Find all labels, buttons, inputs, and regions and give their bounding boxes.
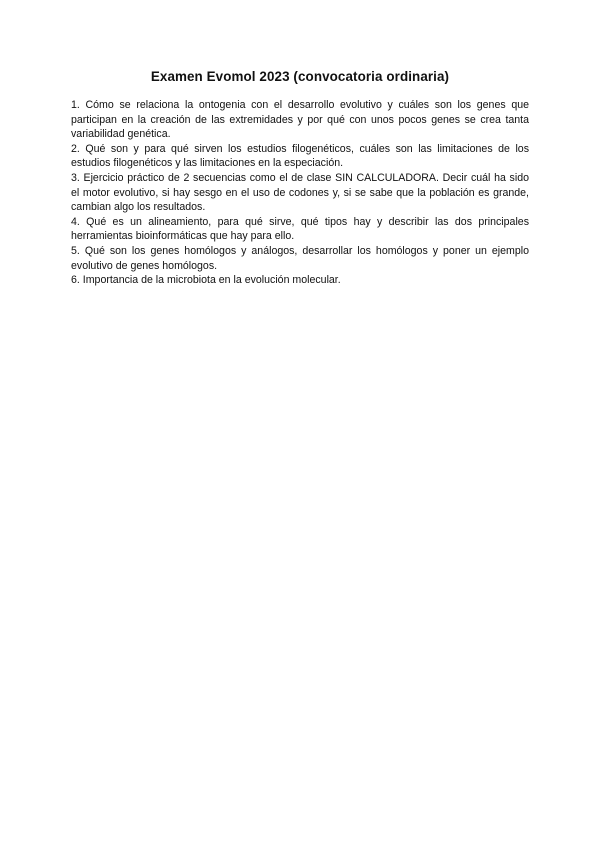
question-3: 3. Ejercicio práctico de 2 secuencias como el de clase SIN CALCULADORA. Decir cuál ha sido el motor evolutivo, si hay sesgo en el uso de codones y, si se sabe que la población es grande, cambian algo los resultados.	[71, 171, 529, 214]
question-2: 2. Qué son y para qué sirven los estudios filogenéticos, cuáles son las limitaciones de los estudios filogenéticos y las limitaciones en la especiación.	[71, 142, 529, 170]
question-6: 6. Importancia de la microbiota en la evolución molecular.	[71, 274, 341, 287]
question-1: 1. Cómo se relaciona la ontogenia con el desarrollo evolutivo y cuáles son los genes que participan en la creación de las extremidades y por qué con unos pocos genes se crea tanta variabilidad genética.	[71, 99, 529, 141]
question-list	[71, 98, 529, 288]
exam-title: Examen Evomol 2023 (convocatoria ordinaria)	[150, 69, 450, 84]
question-5: 5. Qué son los genes homólogos y análogos, desarrollar los homólogos y poner un ejemplo evolutivo de genes homólogos.	[71, 244, 529, 272]
question-4: 4. Qué es un alineamiento, para qué sirve, qué tipos hay y describir las dos principales herramientas bioinformáticas que hay para ello.	[71, 215, 529, 243]
